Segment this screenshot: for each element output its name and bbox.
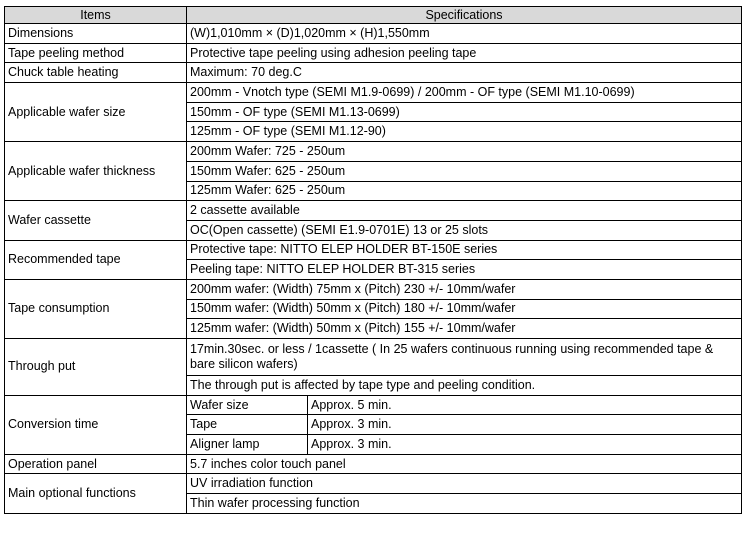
spec-value: 2 cassette available [187, 201, 742, 221]
specifications-table [4, 6, 742, 514]
spec-value: Protective tape peeling using adhesion peeling tape [187, 43, 742, 63]
spec-value: 200mm - Vnotch type (SEMI M1.9-0699) / 200mm - OF type (SEMI M1.10-0699) [187, 83, 742, 103]
table-row [5, 24, 742, 44]
table-row [5, 142, 742, 162]
item-label: Chuck table heating [5, 63, 187, 83]
spec-value: 150mm - OF type (SEMI M1.13-0699) [187, 102, 742, 122]
table-row [5, 279, 742, 299]
sub-label: Wafer size [187, 395, 308, 415]
item-label: Conversion time [5, 395, 187, 454]
spec-value: 200mm wafer: (Width) 75mm x (Pitch) 230 +/- 10mm/wafer [187, 279, 742, 299]
spec-value: Thin wafer processing function [187, 494, 742, 514]
header-items: Items [5, 7, 187, 24]
item-label: Operation panel [5, 454, 187, 474]
item-label: Tape peeling method [5, 43, 187, 63]
item-label: Main optional functions [5, 474, 187, 513]
spec-value: 150mm Wafer: 625 - 250um [187, 161, 742, 181]
header-specifications: Specifications [187, 7, 742, 24]
item-label: Dimensions [5, 24, 187, 44]
table-row [5, 240, 742, 260]
sub-label: Tape [187, 415, 308, 435]
table-row [5, 201, 742, 221]
spec-value: Protective tape: NITTO ELEP HOLDER BT-150E series [187, 240, 742, 260]
spec-value: UV irradiation function [187, 474, 742, 494]
table-row [5, 454, 742, 474]
spec-value: 125mm Wafer: 625 - 250um [187, 181, 742, 201]
spec-value: 5.7 inches color touch panel [187, 454, 742, 474]
header-row [5, 7, 742, 24]
sub-value: Approx. 3 min. [308, 415, 742, 435]
table-row [5, 395, 742, 415]
spec-value: 125mm - OF type (SEMI M1.12-90) [187, 122, 742, 142]
table-row [5, 339, 742, 376]
spec-value: 17min.30sec. or less / 1cassette ( In 25 wafers continuous running using recommended tape & bare silicon wafers) [187, 339, 742, 376]
item-label: Wafer cassette [5, 201, 187, 240]
spec-value: The through put is affected by tape type and peeling condition. [187, 376, 742, 396]
spec-value: Peeling tape: NITTO ELEP HOLDER BT-315 series [187, 260, 742, 280]
table-row [5, 83, 742, 103]
item-label: Tape consumption [5, 279, 187, 338]
spec-value: 125mm wafer: (Width) 50mm x (Pitch) 155 +/- 10mm/wafer [187, 319, 742, 339]
item-label: Applicable wafer size [5, 83, 187, 142]
spec-value: OC(Open cassette) (SEMI E1.9-0701E) 13 or 25 slots [187, 220, 742, 240]
spec-value: 200mm Wafer: 725 - 250um [187, 142, 742, 162]
spec-value: Maximum: 70 deg.C [187, 63, 742, 83]
table-row [5, 63, 742, 83]
table-row [5, 43, 742, 63]
spec-value: (W)1,010mm × (D)1,020mm × (H)1,550mm [187, 24, 742, 44]
sub-label: Aligner lamp [187, 435, 308, 455]
sub-value: Approx. 5 min. [308, 395, 742, 415]
sub-value: Approx. 3 min. [308, 435, 742, 455]
item-label: Recommended tape [5, 240, 187, 279]
item-label: Through put [5, 339, 187, 396]
spec-value: 150mm wafer: (Width) 50mm x (Pitch) 180 +/- 10mm/wafer [187, 299, 742, 319]
item-label: Applicable wafer thickness [5, 142, 187, 201]
table-row [5, 474, 742, 494]
